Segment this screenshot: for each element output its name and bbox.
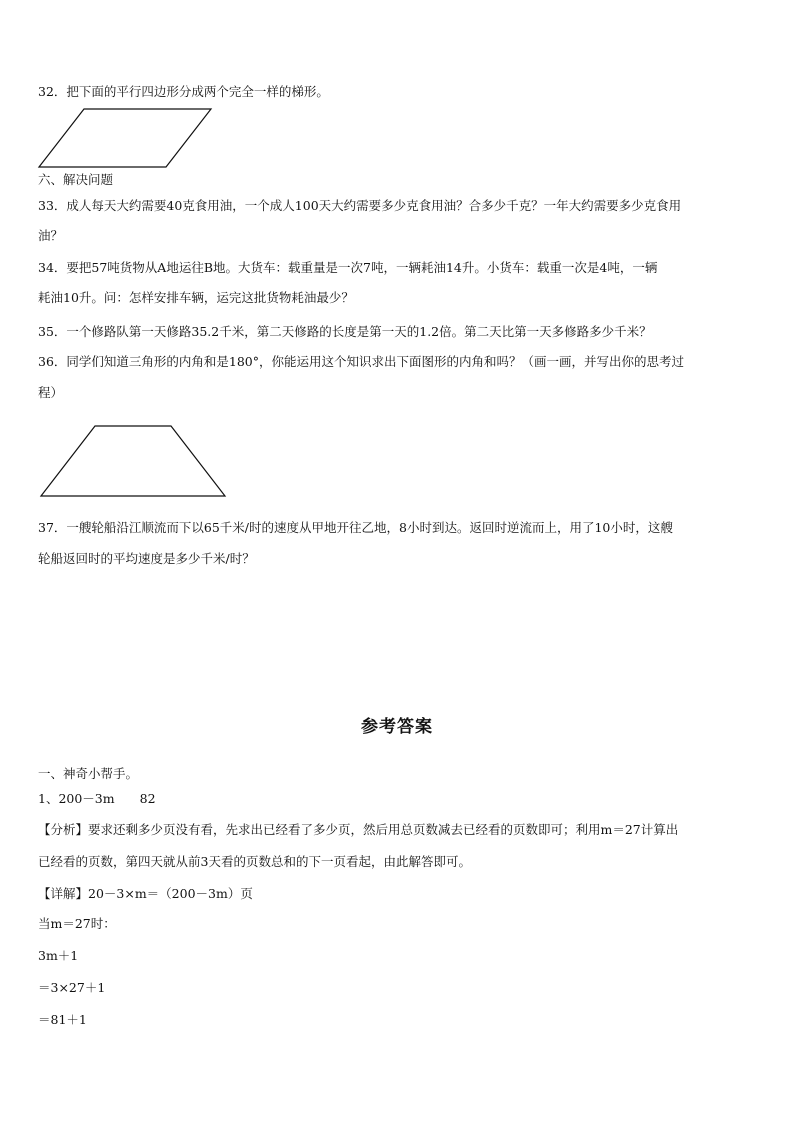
- calc-step-3: ＝81＋1: [38, 1012, 87, 1027]
- analysis-line-2: 已经看的页数，第四天就从前3天看的页数总和的下一页看起，由此解答即可。: [38, 854, 471, 869]
- question-36-line-1: 36．同学们知道三角形的内角和是180°，你能运用这个知识求出下面图形的内角和吗？（画一画，并写出你的思考过: [38, 354, 685, 369]
- parallelogram-figure: [36, 106, 216, 170]
- answer-1: 1、200－3m 82: [38, 791, 156, 806]
- question-35: 35．一个修路队第一天修路35.2千米，第二天修路的长度是第一天的1.2倍。第二天比第一天多修路多少千米？: [38, 324, 652, 339]
- question-32: 32．把下面的平行四边形分成两个完全一样的梯形。: [38, 84, 329, 99]
- answers-section-1: 一、神奇小帮手。: [38, 766, 139, 781]
- question-36-line-2: 程）: [38, 385, 64, 400]
- question-34-line-2: 耗油10升。问：怎样安排车辆，运完这批货物耗油最少？: [38, 290, 354, 305]
- trapezoid-figure: [38, 423, 230, 501]
- calc-step-2: ＝3×27＋1: [38, 980, 106, 995]
- answers-title: 参考答案: [361, 717, 433, 737]
- question-33-line-2: 油？: [38, 228, 64, 243]
- analysis-line-1: 【分析】要求还剩多少页没有看，先求出已经看了多少页，然后用总页数减去已经看的页数即可；利用m＝27计算出: [38, 822, 679, 837]
- calc-step-1: 3m＋1: [38, 948, 79, 963]
- detail-line: 【详解】20－3×m＝（200－3m）页: [38, 886, 253, 901]
- section-heading-6: 六、解决问题: [38, 172, 114, 187]
- question-33-line-1: 33．成人每天大约需要40克食用油，一个成人100天大约需要多少克食用油？合多少千克？一年大约需要多少克食用: [38, 198, 682, 213]
- question-34-line-1: 34．要把57吨货物从A地运往B地。大货车：载重量是一次7吨，一辆耗油14升。小货车：载重一次是4吨，一辆: [38, 260, 658, 275]
- condition-line: 当m＝27时：: [38, 916, 116, 931]
- question-37-line-2: 轮船返回时的平均速度是多少千米/时？: [38, 551, 255, 566]
- question-37-line-1: 37．一艘轮船沿江顺流而下以65千米/时的速度从甲地开往乙地，8小时到达。返回时逆流而上，用了10小时，这艘: [38, 520, 673, 535]
